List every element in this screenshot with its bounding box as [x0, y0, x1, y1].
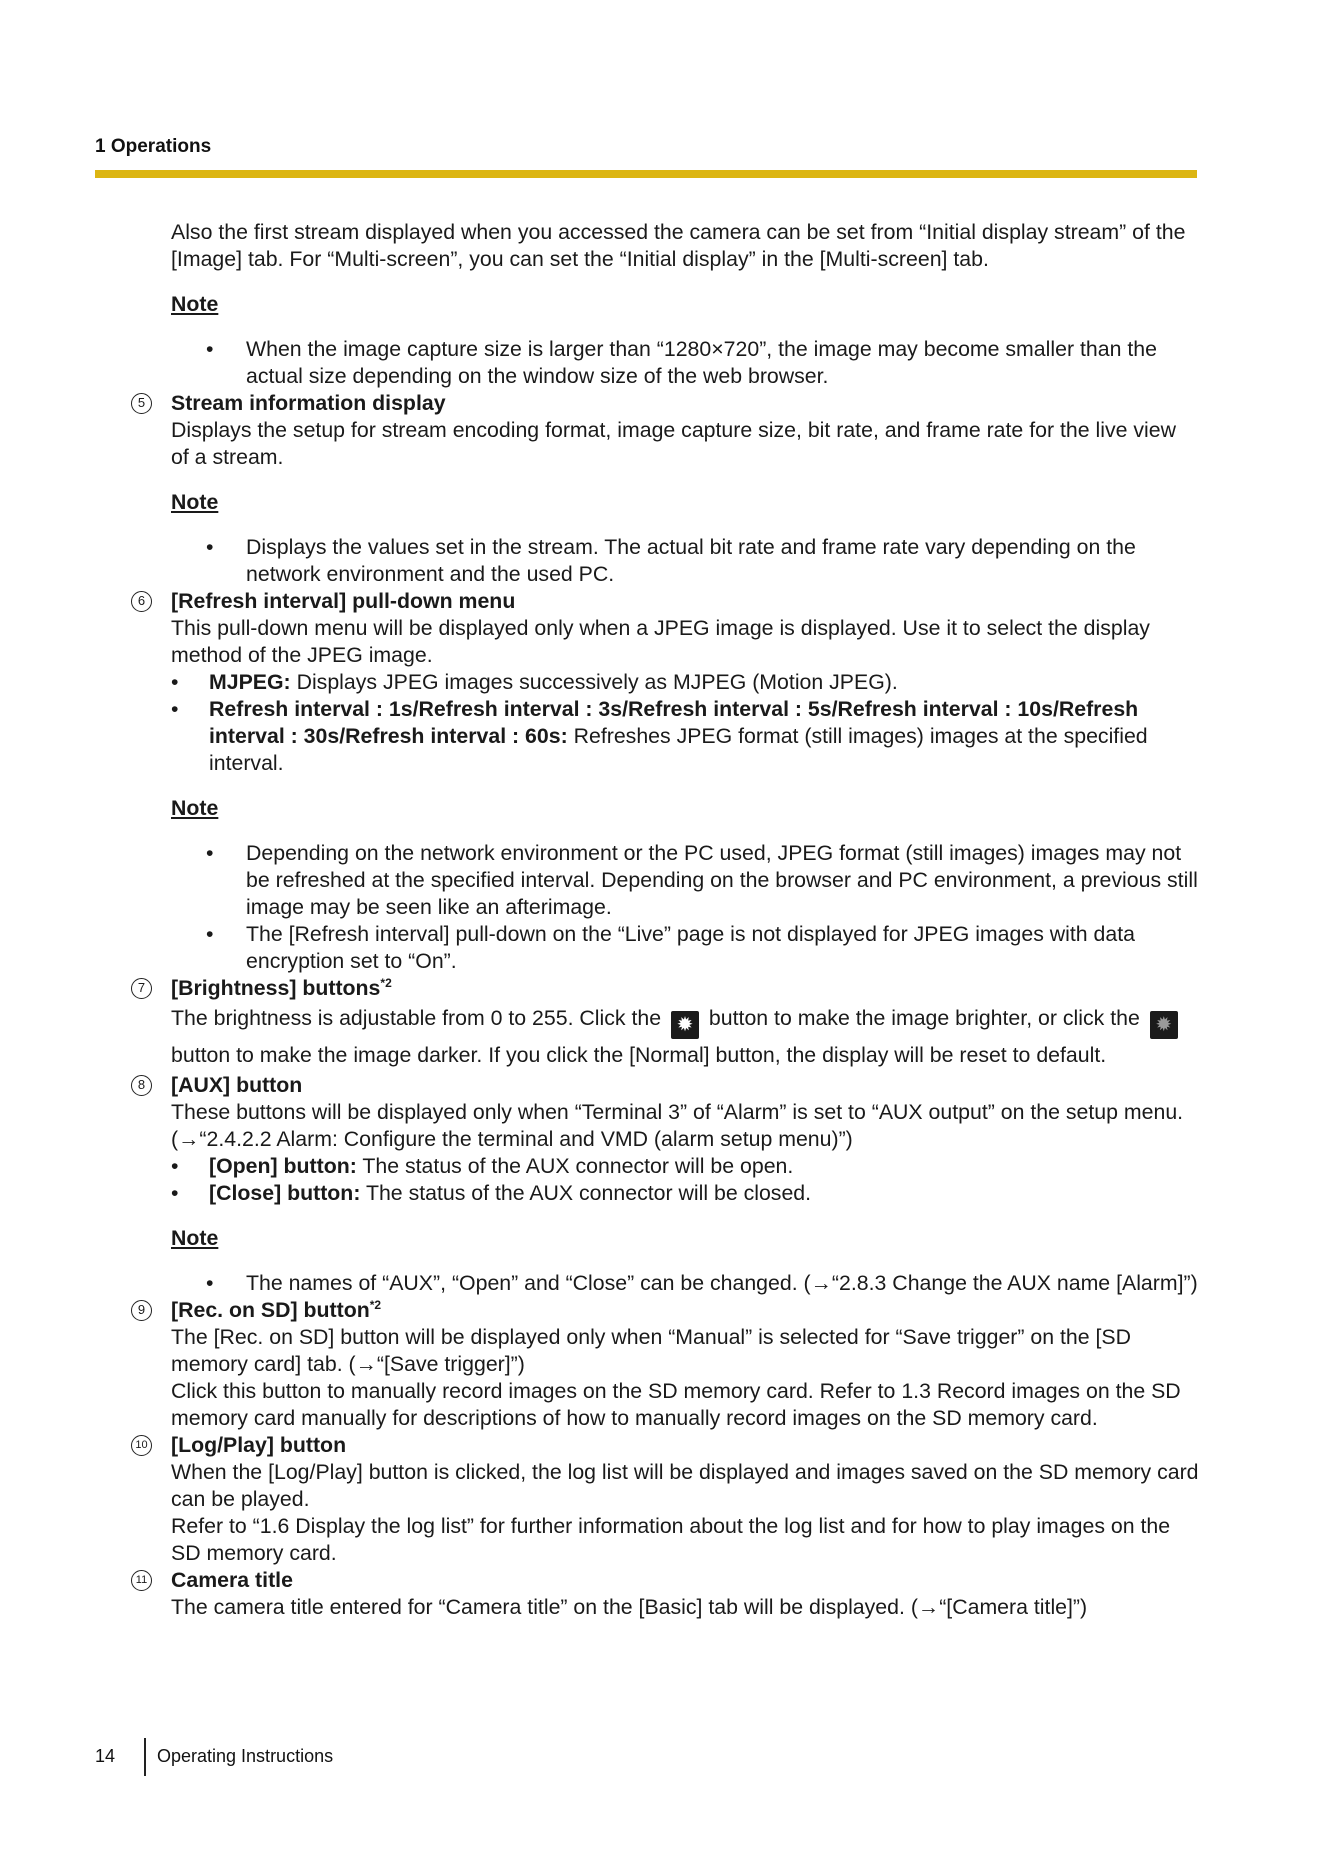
note-item: • The names of “AUX”, “Open” and “Close” can be changed. (→“2.8.3 Change the AUX name [Alarm]”) — [95, 1270, 1199, 1297]
note-label: Note — [171, 292, 219, 316]
section-9 — [95, 1297, 1199, 1432]
note-list — [95, 336, 1199, 390]
section-title: [Log/Play] button — [171, 1433, 347, 1457]
bullet-item — [171, 1153, 1199, 1180]
section-description: The camera title entered for “Camera title” on the [Basic] tab will be displayed. (→“[Camera title]”) — [171, 1595, 1088, 1619]
section-11 — [95, 1567, 1199, 1621]
section-title-text: [Rec. on SD] button — [171, 1298, 370, 1322]
note-list — [95, 840, 1199, 975]
section-title: [AUX] button — [171, 1073, 303, 1097]
section-description: Refer to “1.6 Display the log list” for further information about the log list and for how to play images on the SD memory card. — [171, 1514, 1171, 1565]
note-label: Note — [171, 490, 219, 514]
text: button to make the image darker. If you click the [Normal] button, the display will be reset to default. — [171, 1043, 1107, 1067]
circled-number: 10 — [131, 1435, 152, 1456]
section-description: The [Rec. on SD] button will be displayed only when “Manual” is selected for “Save trigger” on the [SD memory card] tab. (→“[Save trigger]”) — [171, 1325, 1132, 1376]
section-header: 1 Operations — [95, 136, 212, 157]
section-description — [171, 1002, 1199, 1072]
brightness-up-icon: ✹ — [671, 1011, 699, 1039]
footnote-marker: *2 — [380, 975, 392, 990]
section-title: Camera title — [171, 1568, 293, 1592]
brightness-down-icon: ✹ — [1150, 1011, 1178, 1039]
bullet-item — [171, 1180, 1199, 1207]
section-8 — [95, 1072, 1199, 1207]
bullet-text: The status of the AUX connector will be closed. — [360, 1181, 812, 1205]
section-7 — [95, 975, 1199, 1072]
note-label: Note — [171, 796, 219, 820]
note-list — [95, 1270, 1199, 1297]
header-rule — [95, 170, 1197, 178]
bullet-item — [171, 696, 1199, 777]
section-description: This pull-down menu will be displayed only when a JPEG image is displayed. Use it to select the display method of the JPEG image. — [171, 616, 1150, 667]
section-description: Displays the setup for stream encoding format, image capture size, bit rate, and frame rate for the live view of a stream. — [171, 418, 1176, 469]
section-6 — [95, 588, 1199, 777]
footer-divider — [144, 1738, 146, 1776]
bullet-text: The status of the AUX connector will be open. — [356, 1154, 794, 1178]
cross-reference: (→“2.4.2.2 Alarm: Configure the terminal and VMD (alarm setup menu)”) — [171, 1127, 853, 1151]
bullet-list — [171, 1153, 1199, 1207]
note-item: • Displays the values set in the stream. The actual bit rate and frame rate vary depending on the network environment and the used PC. — [95, 534, 1199, 588]
circled-number: 7 — [131, 978, 152, 999]
footnote-marker: *2 — [369, 1297, 382, 1312]
section-description: These buttons will be displayed only when “Terminal 3” of “Alarm” is set to “AUX output” on the setup menu. — [171, 1100, 1184, 1124]
circled-number: 11 — [131, 1570, 152, 1591]
intro-paragraph: Also the first stream displayed when you accessed the camera can be set from “Initial display stream” of the [Image] tab. For “Multi-screen”, you can set the “Initial display” in the [Multi-screen] tab. — [171, 220, 1186, 271]
note-item: • When the image capture size is larger than “1280×720”, the image may become smaller than the actual size depending on the window size of the web browser. — [95, 336, 1199, 390]
bullet-label: [Close] button: — [209, 1181, 361, 1205]
page-content — [95, 219, 1199, 1621]
bullet-label: Refresh interval : 1s/Refresh interval : 3s/Refresh interval : 5s/Refresh interval : 10s/Refresh interval : 30s/Refresh interval : 60s: — [209, 697, 1139, 748]
circled-number: 8 — [131, 1075, 152, 1096]
section-description: When the [Log/Play] button is clicked, the log list will be displayed and images saved on the SD memory card can be played. — [171, 1460, 1199, 1511]
bullet-item — [171, 669, 1199, 696]
note-list — [95, 534, 1199, 588]
circled-number: 5 — [131, 393, 152, 414]
bullet-label: [Open] button: — [209, 1154, 357, 1178]
section-title — [171, 1297, 1199, 1324]
section-title-text: [Brightness] buttons — [171, 976, 381, 1000]
circled-number: 6 — [131, 591, 152, 612]
circled-number: 9 — [131, 1300, 152, 1321]
note-item: • Depending on the network environment or the PC used, JPEG format (still images) images may not be refreshed at the specified interval. Depending on the browser and PC environment, a previous still image may be seen like an afterimage. — [95, 840, 1199, 921]
section-5 — [95, 390, 1199, 471]
bullet-label: MJPEG: — [209, 670, 291, 694]
section-10 — [95, 1432, 1199, 1567]
bullet-text: Refreshes JPEG format (still images) images at the specified interval. — [209, 724, 1148, 775]
note-item: • The [Refresh interval] pull-down on the “Live” page is not displayed for JPEG images with data encryption set to “On”. — [95, 921, 1199, 975]
footer-title: Operating Instructions — [157, 1746, 334, 1766]
bullet-text: Displays JPEG images successively as MJPEG (Motion JPEG). — [290, 670, 898, 694]
note-label: Note — [171, 1226, 219, 1250]
section-title: [Refresh interval] pull-down menu — [171, 589, 516, 613]
section-description: Click this button to manually record images on the SD memory card. Refer to 1.3 Record images on the SD memory card manually for descriptions of how to manually record images on the SD memory card. — [171, 1379, 1181, 1430]
page-number: 14 — [95, 1746, 116, 1766]
text: The brightness is adjustable from 0 to 255. Click the — [171, 1006, 667, 1030]
bullet-list — [171, 669, 1199, 777]
section-title — [171, 975, 1199, 1002]
section-title: Stream information display — [171, 391, 446, 415]
text: button to make the image brighter, or click the — [703, 1006, 1146, 1030]
